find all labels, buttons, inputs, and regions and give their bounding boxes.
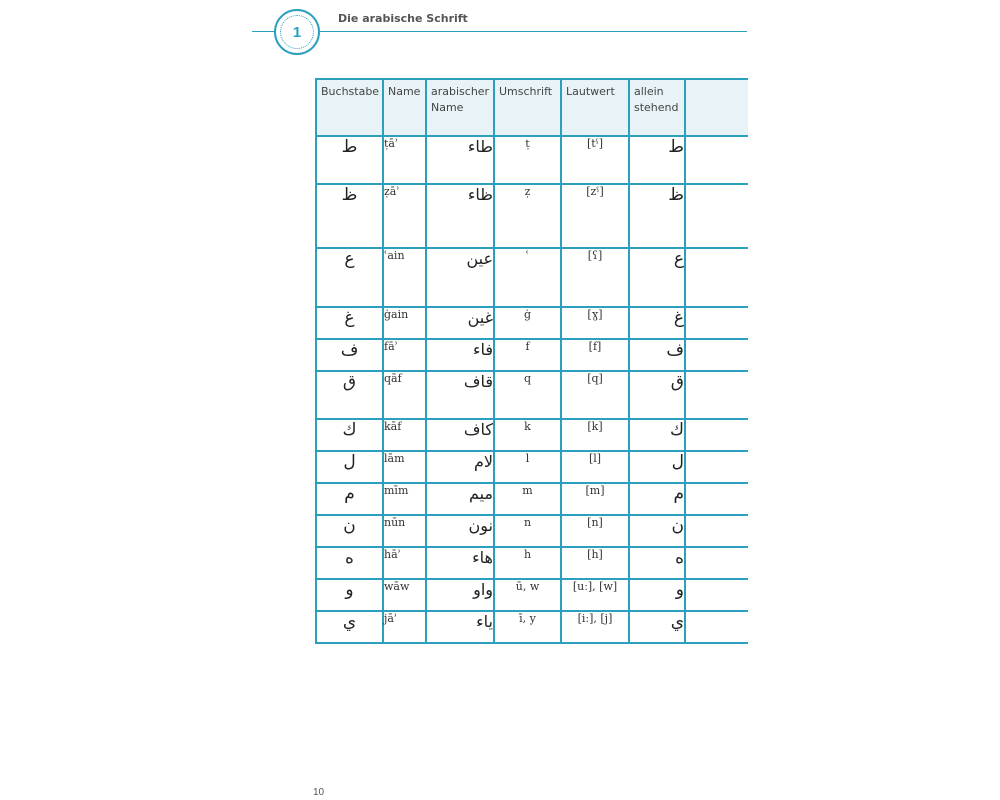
- cell-lautwert: [k]: [561, 419, 629, 451]
- cell-lautwert: [tˤ]: [561, 136, 629, 184]
- cell-letter: ي: [316, 611, 383, 643]
- table-row: [316, 483, 748, 515]
- cell-extra: [685, 515, 748, 547]
- cell-extra: [685, 339, 748, 371]
- cell-name: ṭāʾ: [383, 136, 426, 184]
- cell-arabic-name: نون: [426, 515, 494, 547]
- chapter-title: Die arabische Schrift: [338, 12, 468, 25]
- cell-letter: ف: [316, 339, 383, 371]
- cell-extra: [685, 307, 748, 339]
- cell-umschrift: n: [494, 515, 561, 547]
- cell-extra: [685, 419, 748, 451]
- cell-extra: [685, 483, 748, 515]
- chapter-badge: [274, 9, 320, 55]
- cell-lautwert: [n]: [561, 515, 629, 547]
- cell-umschrift: q: [494, 371, 561, 419]
- cell-name: wāw: [383, 579, 426, 611]
- cell-extra: [685, 579, 748, 611]
- cell-alone: ط: [629, 136, 685, 184]
- table-row: [316, 248, 748, 307]
- table-row: [316, 419, 748, 451]
- cell-arabic-name: ياء: [426, 611, 494, 643]
- cell-letter: ط: [316, 136, 383, 184]
- cell-letter: ل: [316, 451, 383, 483]
- table-row: [316, 136, 748, 184]
- header-buchstabe: Buchstabe: [316, 79, 383, 136]
- cell-alone: ظ: [629, 184, 685, 248]
- table-header-row: [316, 79, 748, 136]
- cell-lautwert: [f]: [561, 339, 629, 371]
- cell-letter: ك: [316, 419, 383, 451]
- cell-alone: ل: [629, 451, 685, 483]
- cell-lautwert: [uː], [w]: [561, 579, 629, 611]
- cell-name: ẓāʾ: [383, 184, 426, 248]
- cell-umschrift: f: [494, 339, 561, 371]
- table-row: [316, 307, 748, 339]
- cell-lautwert: [q]: [561, 371, 629, 419]
- cell-arabic-name: طاء: [426, 136, 494, 184]
- header-umschrift: Umschrift: [494, 79, 561, 136]
- cell-lautwert: [zˤ]: [561, 184, 629, 248]
- cell-arabic-name: واو: [426, 579, 494, 611]
- cell-name: mīm: [383, 483, 426, 515]
- cell-letter: ه: [316, 547, 383, 579]
- cell-alone: ن: [629, 515, 685, 547]
- cell-name: ġain: [383, 307, 426, 339]
- cell-alone: ق: [629, 371, 685, 419]
- cell-alone: ه: [629, 547, 685, 579]
- cell-alone: غ: [629, 307, 685, 339]
- cell-umschrift: ū, w: [494, 579, 561, 611]
- cell-alone: ي: [629, 611, 685, 643]
- cell-umschrift: ʿ: [494, 248, 561, 307]
- cell-lautwert: [m]: [561, 483, 629, 515]
- cell-letter: ن: [316, 515, 383, 547]
- page-number: 10: [313, 787, 325, 798]
- cell-lautwert: [iː], [j]: [561, 611, 629, 643]
- cell-extra: [685, 248, 748, 307]
- cell-arabic-name: ظاء: [426, 184, 494, 248]
- header-lautwert: Lautwert: [561, 79, 629, 136]
- table-row: [316, 547, 748, 579]
- cell-alone: م: [629, 483, 685, 515]
- cell-extra: [685, 184, 748, 248]
- cell-letter: و: [316, 579, 383, 611]
- cell-arabic-name: هاء: [426, 547, 494, 579]
- cell-alone: ع: [629, 248, 685, 307]
- header-rule-right: [320, 31, 747, 32]
- cell-umschrift: m: [494, 483, 561, 515]
- table-row: [316, 339, 748, 371]
- cell-arabic-name: قاف: [426, 371, 494, 419]
- cell-arabic-name: عين: [426, 248, 494, 307]
- cell-alone: ف: [629, 339, 685, 371]
- cell-name: nūn: [383, 515, 426, 547]
- cell-extra: [685, 136, 748, 184]
- cell-name: jāʾ: [383, 611, 426, 643]
- table-row: [316, 451, 748, 483]
- cell-lautwert: [ʕ]: [561, 248, 629, 307]
- cell-arabic-name: فاء: [426, 339, 494, 371]
- cell-arabic-name: ميم: [426, 483, 494, 515]
- cell-umschrift: k: [494, 419, 561, 451]
- table-row: [316, 515, 748, 547]
- cell-umschrift: ġ: [494, 307, 561, 339]
- cell-arabic-name: غين: [426, 307, 494, 339]
- chapter-number: 1: [280, 15, 314, 49]
- cell-name: ʿain: [383, 248, 426, 307]
- cell-name: kāf: [383, 419, 426, 451]
- cell-extra: [685, 611, 748, 643]
- cell-umschrift: h: [494, 547, 561, 579]
- cell-name: hāʾ: [383, 547, 426, 579]
- cell-letter: غ: [316, 307, 383, 339]
- cell-umschrift: ẓ: [494, 184, 561, 248]
- cell-letter: ق: [316, 371, 383, 419]
- cell-umschrift: l: [494, 451, 561, 483]
- header-rule-left: [252, 31, 276, 32]
- cell-lautwert: [ɣ]: [561, 307, 629, 339]
- header-name: Name: [383, 79, 426, 136]
- cell-extra: [685, 547, 748, 579]
- cell-arabic-name: لام: [426, 451, 494, 483]
- table-row: [316, 371, 748, 419]
- cell-extra: [685, 371, 748, 419]
- cell-alone: و: [629, 579, 685, 611]
- cell-letter: ع: [316, 248, 383, 307]
- table-row: [316, 611, 748, 643]
- cell-letter: ظ: [316, 184, 383, 248]
- cell-letter: م: [316, 483, 383, 515]
- cell-name: fāʾ: [383, 339, 426, 371]
- table-row: [316, 184, 748, 248]
- header-extra: [685, 79, 748, 136]
- cell-umschrift: ī, y: [494, 611, 561, 643]
- cell-alone: ك: [629, 419, 685, 451]
- cell-lautwert: [h]: [561, 547, 629, 579]
- cell-arabic-name: كاف: [426, 419, 494, 451]
- cell-name: lām: [383, 451, 426, 483]
- cell-name: qāf: [383, 371, 426, 419]
- cell-umschrift: ṭ: [494, 136, 561, 184]
- header-arabic-name: arabischer Name: [426, 79, 494, 136]
- table-row: [316, 579, 748, 611]
- alphabet-table: [315, 78, 748, 644]
- cell-extra: [685, 451, 748, 483]
- cell-lautwert: [l]: [561, 451, 629, 483]
- header-allein-stehend: allein stehend: [629, 79, 685, 136]
